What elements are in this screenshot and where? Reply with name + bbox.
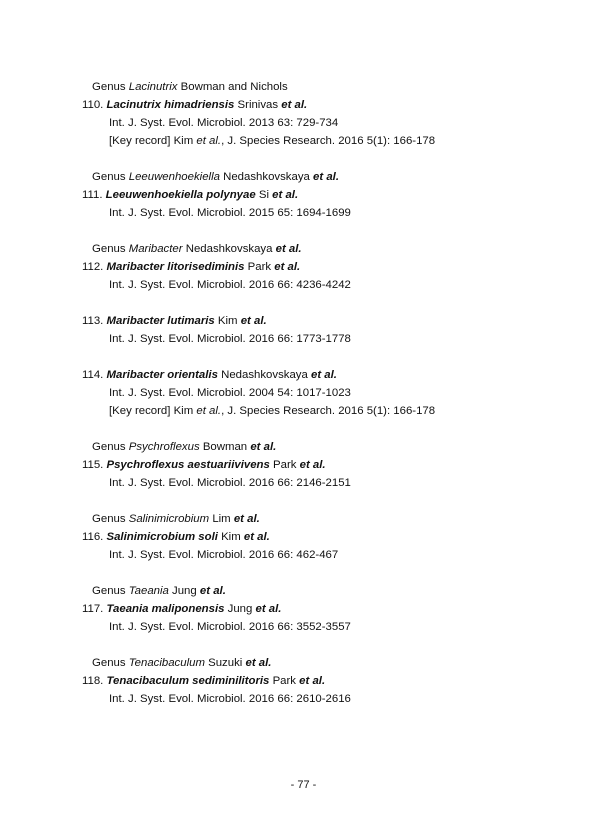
key-record-et-al: et al. bbox=[196, 405, 222, 417]
reference-line: Int. J. Syst. Evol. Microbiol. 2015 65: 1694-1699 bbox=[109, 207, 351, 219]
genus-prefix: Genus bbox=[92, 441, 126, 453]
genus-prefix: Genus bbox=[92, 585, 126, 597]
genus-heading-tenacibaculum bbox=[92, 658, 271, 669]
genus-name: Tenacibaculum bbox=[128, 657, 205, 669]
genus-authority: Bowman and Nichols bbox=[180, 81, 288, 93]
species-name: Salinimicrobium soli bbox=[106, 531, 218, 543]
species-authority: Kim bbox=[217, 315, 238, 327]
genus-name: Leeuwenhoekiella bbox=[128, 171, 220, 183]
genus-prefix: Genus bbox=[92, 81, 126, 93]
genus-name: Lacinutrix bbox=[128, 81, 178, 93]
species-authority: Nedashkovskaya bbox=[221, 369, 308, 381]
entry-number: 112. bbox=[82, 261, 104, 273]
entry-number: 111. bbox=[82, 189, 103, 201]
species-name: Leeuwenhoekiella polynyae bbox=[105, 189, 256, 201]
key-record-suffix: , J. Species Research. 2016 5(1): 166-178 bbox=[221, 405, 436, 417]
reference-line: Int. J. Syst. Evol. Microbiol. 2016 66: 4236-4242 bbox=[109, 279, 351, 291]
genus-heading-maribacter bbox=[92, 244, 302, 255]
species-authority: Park bbox=[272, 675, 296, 687]
et-al: et al. bbox=[311, 369, 337, 381]
genus-heading-lacinutrix bbox=[92, 82, 288, 93]
genus-heading-psychroflexus bbox=[92, 442, 276, 453]
entry-number: 114. bbox=[82, 369, 104, 381]
et-al: et al. bbox=[243, 531, 270, 543]
entry-number: 110. bbox=[82, 99, 104, 111]
species-entry-118 bbox=[82, 676, 325, 687]
key-record-et-al: et al. bbox=[196, 135, 222, 147]
et-al: et al. bbox=[313, 171, 339, 183]
entry-number: 118. bbox=[82, 675, 104, 687]
species-name: Taeania maliponensis bbox=[106, 603, 225, 615]
species-authority: Park bbox=[247, 261, 272, 273]
species-name: Lacinutrix himadriensis bbox=[106, 99, 235, 111]
key-record-suffix: , J. Species Research. 2016 5(1): 166-178 bbox=[221, 135, 436, 147]
genus-authority: Lim bbox=[212, 513, 231, 525]
species-name: Maribacter lutimaris bbox=[106, 315, 215, 327]
genus-authority: Bowman bbox=[202, 441, 248, 453]
genus-prefix: Genus bbox=[92, 657, 126, 669]
species-entry-113 bbox=[82, 316, 267, 327]
key-record-line bbox=[109, 406, 435, 417]
et-al: et al. bbox=[299, 675, 326, 687]
genus-authority: Suzuki bbox=[208, 657, 243, 669]
reference-line: Int. J. Syst. Evol. Microbiol. 2016 66: 2610-2616 bbox=[109, 693, 351, 705]
et-al: et al. bbox=[245, 657, 272, 669]
et-al: et al. bbox=[281, 99, 308, 111]
species-entry-112 bbox=[82, 262, 300, 273]
species-name: Psychroflexus aestuariivivens bbox=[106, 459, 270, 471]
entry-number: 115. bbox=[82, 459, 104, 471]
genus-heading-taeania bbox=[92, 586, 226, 597]
species-entry-115 bbox=[82, 460, 326, 471]
et-al: et al. bbox=[255, 603, 282, 615]
genus-authority: Nedashkovskaya bbox=[223, 171, 310, 183]
genus-name: Taeania bbox=[128, 585, 169, 597]
genus-heading-salinimicrobium bbox=[92, 514, 260, 525]
et-al: et al. bbox=[272, 189, 299, 201]
reference-line: Int. J. Syst. Evol. Microbiol. 2016 66: 2146-2151 bbox=[109, 477, 351, 489]
genus-prefix: Genus bbox=[92, 513, 126, 525]
et-al: et al. bbox=[275, 243, 302, 255]
et-al: et al. bbox=[274, 261, 301, 273]
genus-authority: Jung bbox=[172, 585, 197, 597]
entry-number: 116. bbox=[82, 531, 104, 543]
species-authority: Si bbox=[258, 189, 269, 201]
reference-line: Int. J. Syst. Evol. Microbiol. 2016 66: 1773-1778 bbox=[109, 333, 351, 345]
species-name: Maribacter orientalis bbox=[106, 369, 218, 381]
species-name: Maribacter litorisediminis bbox=[106, 261, 245, 273]
entry-number: 113. bbox=[82, 315, 104, 327]
key-record-line bbox=[109, 136, 435, 147]
species-entry-114 bbox=[82, 370, 337, 381]
genus-name: Psychroflexus bbox=[128, 441, 200, 453]
reference-line: Int. J. Syst. Evol. Microbiol. 2016 66: 462-467 bbox=[109, 549, 339, 561]
species-authority: Kim bbox=[221, 531, 241, 543]
species-authority: Srinivas bbox=[237, 99, 279, 111]
key-record-prefix: [Key record] Kim bbox=[109, 135, 194, 147]
species-entry-111 bbox=[82, 190, 298, 201]
species-entry-110 bbox=[82, 100, 307, 111]
et-al: et al. bbox=[199, 585, 226, 597]
reference-line: Int. J. Syst. Evol. Microbiol. 2016 66: 3552-3557 bbox=[109, 621, 351, 633]
et-al: et al. bbox=[299, 459, 326, 471]
et-al: et al. bbox=[233, 513, 260, 525]
species-authority: Jung bbox=[227, 603, 253, 615]
genus-name: Maribacter bbox=[128, 243, 183, 255]
genus-prefix: Genus bbox=[92, 243, 126, 255]
species-authority: Park bbox=[273, 459, 297, 471]
genus-name: Salinimicrobium bbox=[128, 513, 210, 525]
species-name: Tenacibaculum sediminilitoris bbox=[106, 675, 270, 687]
species-entry-117 bbox=[82, 604, 281, 615]
genus-authority: Nedashkovskaya bbox=[185, 243, 273, 255]
genus-prefix: Genus bbox=[92, 171, 126, 183]
reference-line: Int. J. Syst. Evol. Microbiol. 2013 63: 729-734 bbox=[109, 117, 339, 129]
species-entry-116 bbox=[82, 532, 270, 543]
page-number: - 77 - bbox=[290, 779, 317, 791]
et-al: et al. bbox=[250, 441, 277, 453]
entry-number: 117. bbox=[82, 603, 104, 615]
genus-heading-leeuwenhoekiella bbox=[92, 172, 339, 183]
key-record-prefix: [Key record] Kim bbox=[109, 405, 194, 417]
reference-line: Int. J. Syst. Evol. Microbiol. 2004 54: 1017-1023 bbox=[109, 387, 351, 399]
et-al: et al. bbox=[240, 315, 267, 327]
